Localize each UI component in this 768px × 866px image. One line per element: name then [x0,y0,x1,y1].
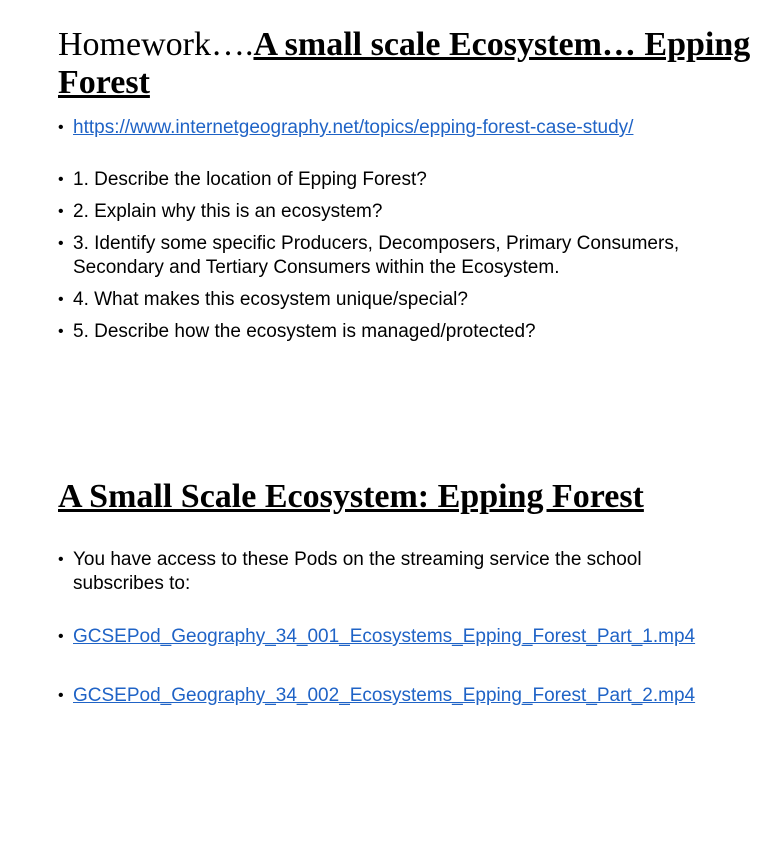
pod-item [58,685,728,707]
homework-title-prefix: Homework…. [58,26,254,63]
question-item: • 1. Describe the location of Epping Forest? [58,168,728,192]
resource-link-item [58,116,728,140]
question-item: • 2. Explain why this is an ecosystem? [58,200,728,224]
homework-slide [0,26,768,352]
homework-bullets [0,116,768,140]
pods-title: A Small Scale Ecosystem: Epping Forest [58,478,644,515]
question-item: • 4. What makes this ecosystem unique/special? [58,288,728,312]
pods-slide [0,478,768,715]
homework-title-topic: A small scale Ecosystem… Epping Forest [58,26,751,101]
pods-intro: • You have access to these Pods on the streaming service the school subscribes to: [58,548,728,596]
homework-title [0,26,768,102]
pod-link-part-2[interactable]: GCSEPod_Geography_34_002_Ecosystems_Epping_Forest_Part_2.mp4 [73,685,696,706]
resource-link[interactable]: https://www.internetgeography.net/topics/epping-forest-case-study/ [73,117,634,138]
question-item: • 3. Identify some specific Producers, Decomposers, Primary Consumers, Secondary and Tertiary Consumers within the Ecosystem. [58,232,728,280]
pod-list [0,626,768,707]
pod-link-part-1[interactable]: GCSEPod_Geography_34_001_Ecosystems_Epping_Forest_Part_1.mp4 [73,626,696,647]
question-list [0,168,768,344]
pods-intro-list [0,548,768,596]
pod-item [58,626,728,648]
question-item: • 5. Describe how the ecosystem is managed/protected? [58,320,728,344]
